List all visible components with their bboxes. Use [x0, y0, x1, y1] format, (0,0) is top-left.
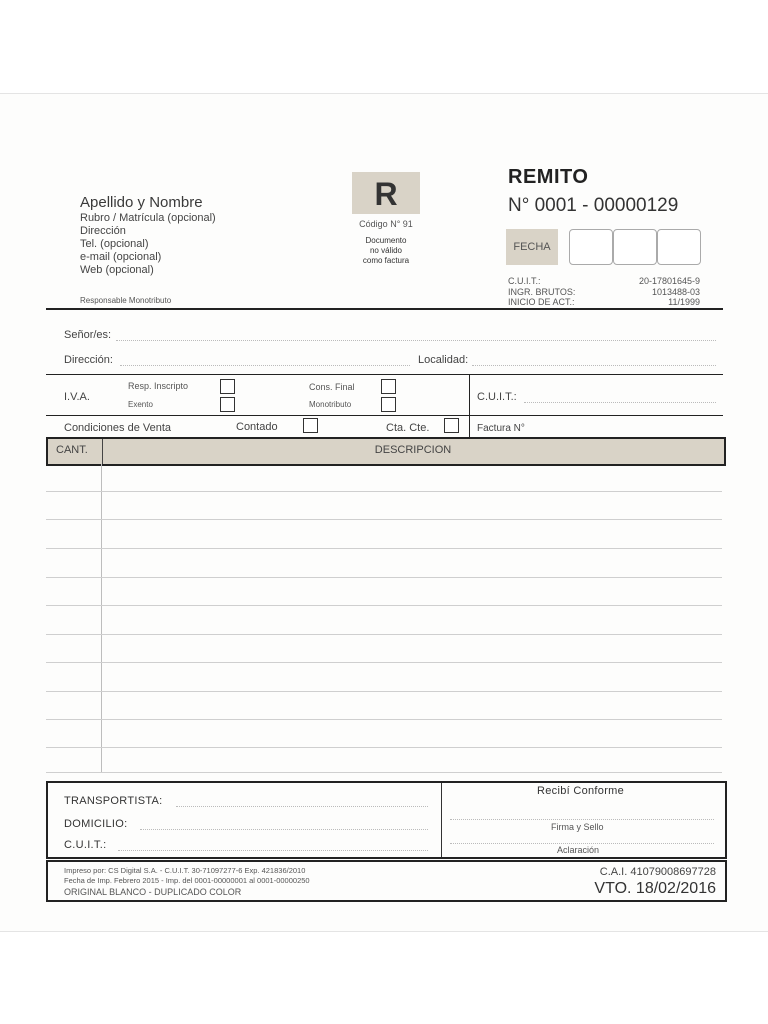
- info-label: C.U.I.T.:: [508, 276, 541, 286]
- transport-cuit-label: C.U.I.T.:: [64, 839, 107, 851]
- info-label: INICIO DE ACT.:: [508, 297, 575, 307]
- domicilio-field[interactable]: [140, 829, 428, 830]
- document-letter-box: R: [352, 172, 420, 214]
- senor-field[interactable]: [116, 340, 716, 341]
- info-row-ingresos-brutos: [508, 287, 700, 297]
- emitter-name: Apellido y Nombre: [80, 194, 203, 211]
- cta-cte-label: Cta. Cte.: [386, 422, 430, 434]
- firma-label: Firma y Sello: [551, 822, 604, 832]
- section-divider: [46, 374, 723, 375]
- info-value: 1013488-03: [651, 287, 700, 297]
- transportista-field[interactable]: [176, 806, 428, 807]
- info-row-cuit: [508, 276, 700, 286]
- emitter-responsable: Responsable Monotributo: [80, 296, 172, 305]
- cai-expiry: VTO. 18/02/2016: [594, 880, 716, 897]
- original-duplicado: ORIGINAL BLANCO - DUPLICADO COLOR: [64, 887, 242, 897]
- emitter-direccion: Dirección: [80, 225, 126, 237]
- iva-cuit-separator: [469, 375, 470, 415]
- monotributo-checkbox[interactable]: [381, 397, 396, 412]
- iva-option-cons-final: Cons. Final: [309, 382, 355, 392]
- localidad-field[interactable]: [472, 365, 716, 366]
- no-valido-note: [340, 236, 432, 266]
- firma-field[interactable]: [450, 819, 714, 820]
- iva-option-resp-inscripto: Resp. Inscripto: [128, 381, 189, 391]
- table-row[interactable]: [46, 548, 722, 549]
- transportista-label: TRANSPORTISTA:: [64, 795, 163, 807]
- header-column-separator: [102, 439, 103, 464]
- header-divider: [46, 308, 723, 310]
- senor-label: Señor/es:: [64, 329, 112, 341]
- table-row[interactable]: [46, 719, 722, 720]
- table-row[interactable]: [46, 605, 722, 606]
- factura-separator: [469, 416, 470, 437]
- info-row-inicio-actividades: [508, 297, 700, 307]
- table-row[interactable]: [46, 519, 722, 520]
- emitter-rubro: Rubro / Matrícula (opcional): [80, 212, 216, 224]
- cta-cte-checkbox[interactable]: [444, 418, 459, 433]
- client-cuit-label: C.U.I.T.:: [477, 391, 517, 403]
- condiciones-venta-label: Condiciones de Venta: [64, 422, 172, 434]
- document-title: REMITO: [508, 166, 589, 188]
- table-row[interactable]: [46, 772, 722, 773]
- resp-inscripto-checkbox[interactable]: [220, 379, 235, 394]
- client-cuit-field[interactable]: [524, 402, 716, 403]
- emitter-web: Web (opcional): [80, 264, 154, 276]
- document-code: Código N° 91: [359, 219, 413, 229]
- exento-checkbox[interactable]: [220, 397, 235, 412]
- no-valido-line: no válido: [369, 246, 403, 255]
- info-value: 11/1999: [668, 297, 700, 307]
- fecha-month-box[interactable]: [613, 229, 657, 265]
- transport-box: [46, 781, 727, 859]
- table-row[interactable]: [46, 662, 722, 663]
- table-row[interactable]: [46, 577, 722, 578]
- transport-separator: [441, 783, 442, 857]
- cai-number: C.A.I. 41079008697728: [599, 866, 716, 878]
- info-label: INGR. BRUTOS:: [508, 287, 576, 297]
- column-cant: CANT.: [56, 444, 88, 456]
- no-valido-line: Documento: [365, 236, 407, 245]
- column-descripcion: DESCRIPCION: [374, 444, 452, 456]
- emitter-email: e-mail (opcional): [80, 251, 162, 263]
- info-value: 20-17801645-9: [638, 276, 700, 286]
- impreso-por: Impreso por: CS Digital S.A. - C.U.I.T. 30-71097277-6 Exp. 421836/2010: [64, 866, 306, 875]
- document-number: N° 0001 - 00000129: [508, 195, 679, 216]
- table-row[interactable]: [46, 491, 722, 492]
- cons-final-checkbox[interactable]: [381, 379, 396, 394]
- contado-checkbox[interactable]: [303, 418, 318, 433]
- localidad-label: Localidad:: [418, 354, 469, 366]
- section-divider: [46, 415, 723, 416]
- fecha-impresion: Fecha de Imp. Febrero 2015 - Imp. del 0001-00000001 al 0001-00000250: [64, 876, 310, 885]
- factura-label: Factura N°: [477, 423, 525, 434]
- table-row[interactable]: [46, 691, 722, 692]
- fecha-day-box[interactable]: [569, 229, 613, 265]
- emitter-tel: Tel. (opcional): [80, 238, 149, 250]
- table-row[interactable]: [46, 747, 722, 748]
- items-column-separator: [101, 464, 102, 772]
- fecha-label: FECHA: [506, 229, 558, 265]
- iva-label: I.V.A.: [64, 391, 90, 403]
- iva-option-monotributo: Monotributo: [309, 400, 352, 409]
- fecha-year-box[interactable]: [657, 229, 701, 265]
- contado-label: Contado: [236, 421, 278, 433]
- iva-option-exento: Exento: [128, 400, 153, 409]
- direccion-field[interactable]: [120, 365, 410, 366]
- no-valido-line: como factura: [362, 256, 410, 265]
- aclaracion-label: Aclaración: [557, 845, 600, 855]
- transport-cuit-field[interactable]: [118, 850, 428, 851]
- aclaracion-field[interactable]: [450, 843, 714, 844]
- table-row[interactable]: [46, 634, 722, 635]
- direccion-label: Dirección:: [64, 354, 113, 366]
- recibi-conforme-label: Recibí Conforme: [537, 785, 625, 797]
- domicilio-label: DOMICILIO:: [64, 818, 128, 830]
